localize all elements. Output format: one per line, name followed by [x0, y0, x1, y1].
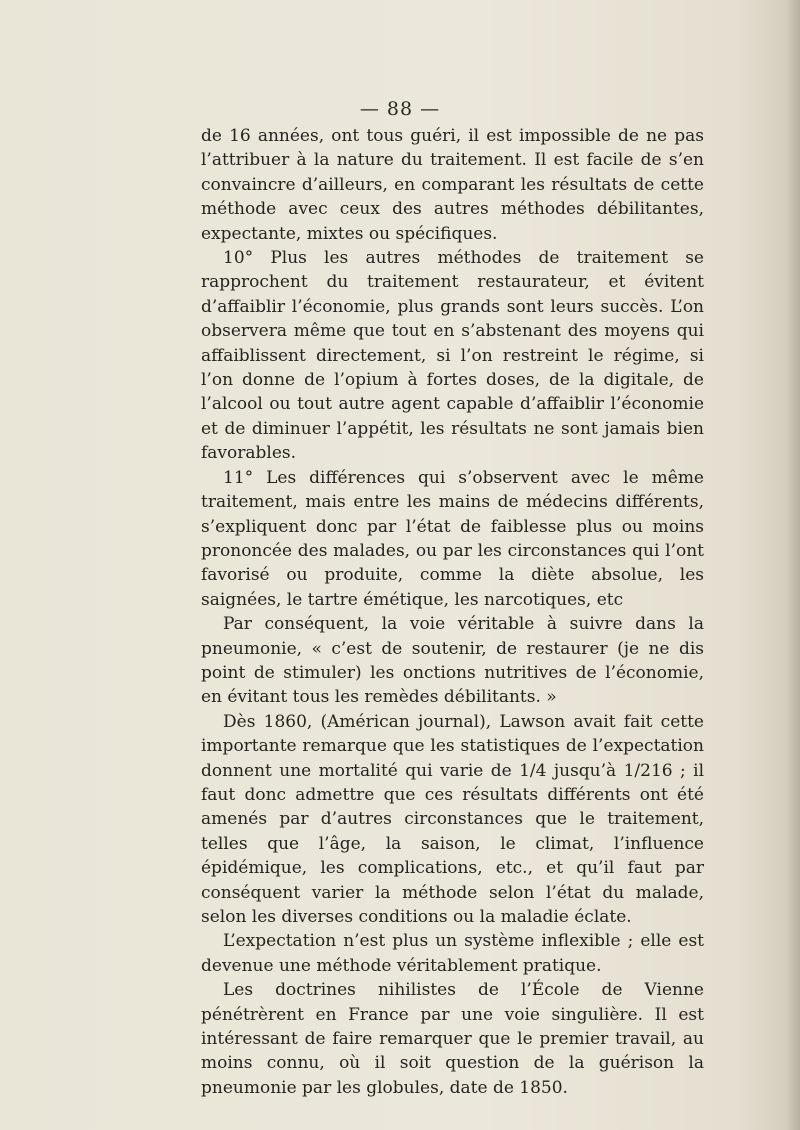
- paragraph-quote: Par conséquent, la voie véritable à suivre dans la pneumonie, « c’est de soutenir, de restaurer (je ne dis point de stimuler) les onctions nutritives de l’économie, en évitant tous les remèdes débilitants. »: [201, 614, 704, 708]
- page-edge-shadow: [786, 0, 800, 1130]
- paragraph-lawson: Dès 1860, (Américan journal), Lawson avait fait cette importante remarque que les statistiques de l’expectation donnent une mortalité qui varie de 1/4 jusqu’à 1/216 ; il faut donc admettre que ces résultats différents ont été amenés par d’autres circonstances que le traitement, telles que l’âge, la saison, le climat, l’influence épidémique, les complications, etc., et qu’il faut par conséquent varier la méthode selon l’état du malade, selon les diverses conditions ou la maladie éclate.: [201, 711, 704, 927]
- paragraph-continued: de 16 années, ont tous guéri, il est impossible de ne pas l’attribuer à la nature du traitement. Il est facile de s’en convaincre d’ailleurs, en comparant les résultats de cette méthode avec ceux des autres méthodes débilitantes, expectante, mixtes ou spécifiques.: [201, 126, 704, 244]
- paragraph-point-11: 11° Les différences qui s’observent avec le même traitement, mais entre les mains de médecins différents, s’expliquent donc par l’état de faiblesse plus ou moins prononcée des malades, ou par les circonstances qui l’ont favorisé ou produite, comme la diète absolue, les saignées, le tartre émétique, les narcotiques, etc: [201, 467, 704, 610]
- paragraph-point-10: 10° Plus les autres méthodes de traitement se rapprochent du traitement restaurateur, et évitent d’affaiblir l’économie, plus grands sont leurs succès. L’on observera même que tout en s’abstenant des moyens qui affaiblissent directement, si l’on restreint le régime, si l’on donne de l’opium à fortes doses, de la digitale, de l’alcool ou tout autre agent capable d’affaiblir l’économie et de diminuer l’appétit, les résultats ne sont jamais bien favorables.: [201, 248, 704, 464]
- paragraph-expectation: L’expectation n’est plus un système inflexible ; elle est devenue une méthode véritablement pratique.: [201, 931, 704, 976]
- body-text: [201, 124, 704, 1100]
- page-number: — 88 —: [359, 98, 441, 120]
- paragraph-vienne: Les doctrines nihilistes de l’École de Vienne pénétrèrent en France par une voie singulière. Il est intéressant de faire remarquer que le premier travail, au moins connu, où il soit question de la guérison la pneumonie par les globules, date de 1850.: [201, 980, 704, 1098]
